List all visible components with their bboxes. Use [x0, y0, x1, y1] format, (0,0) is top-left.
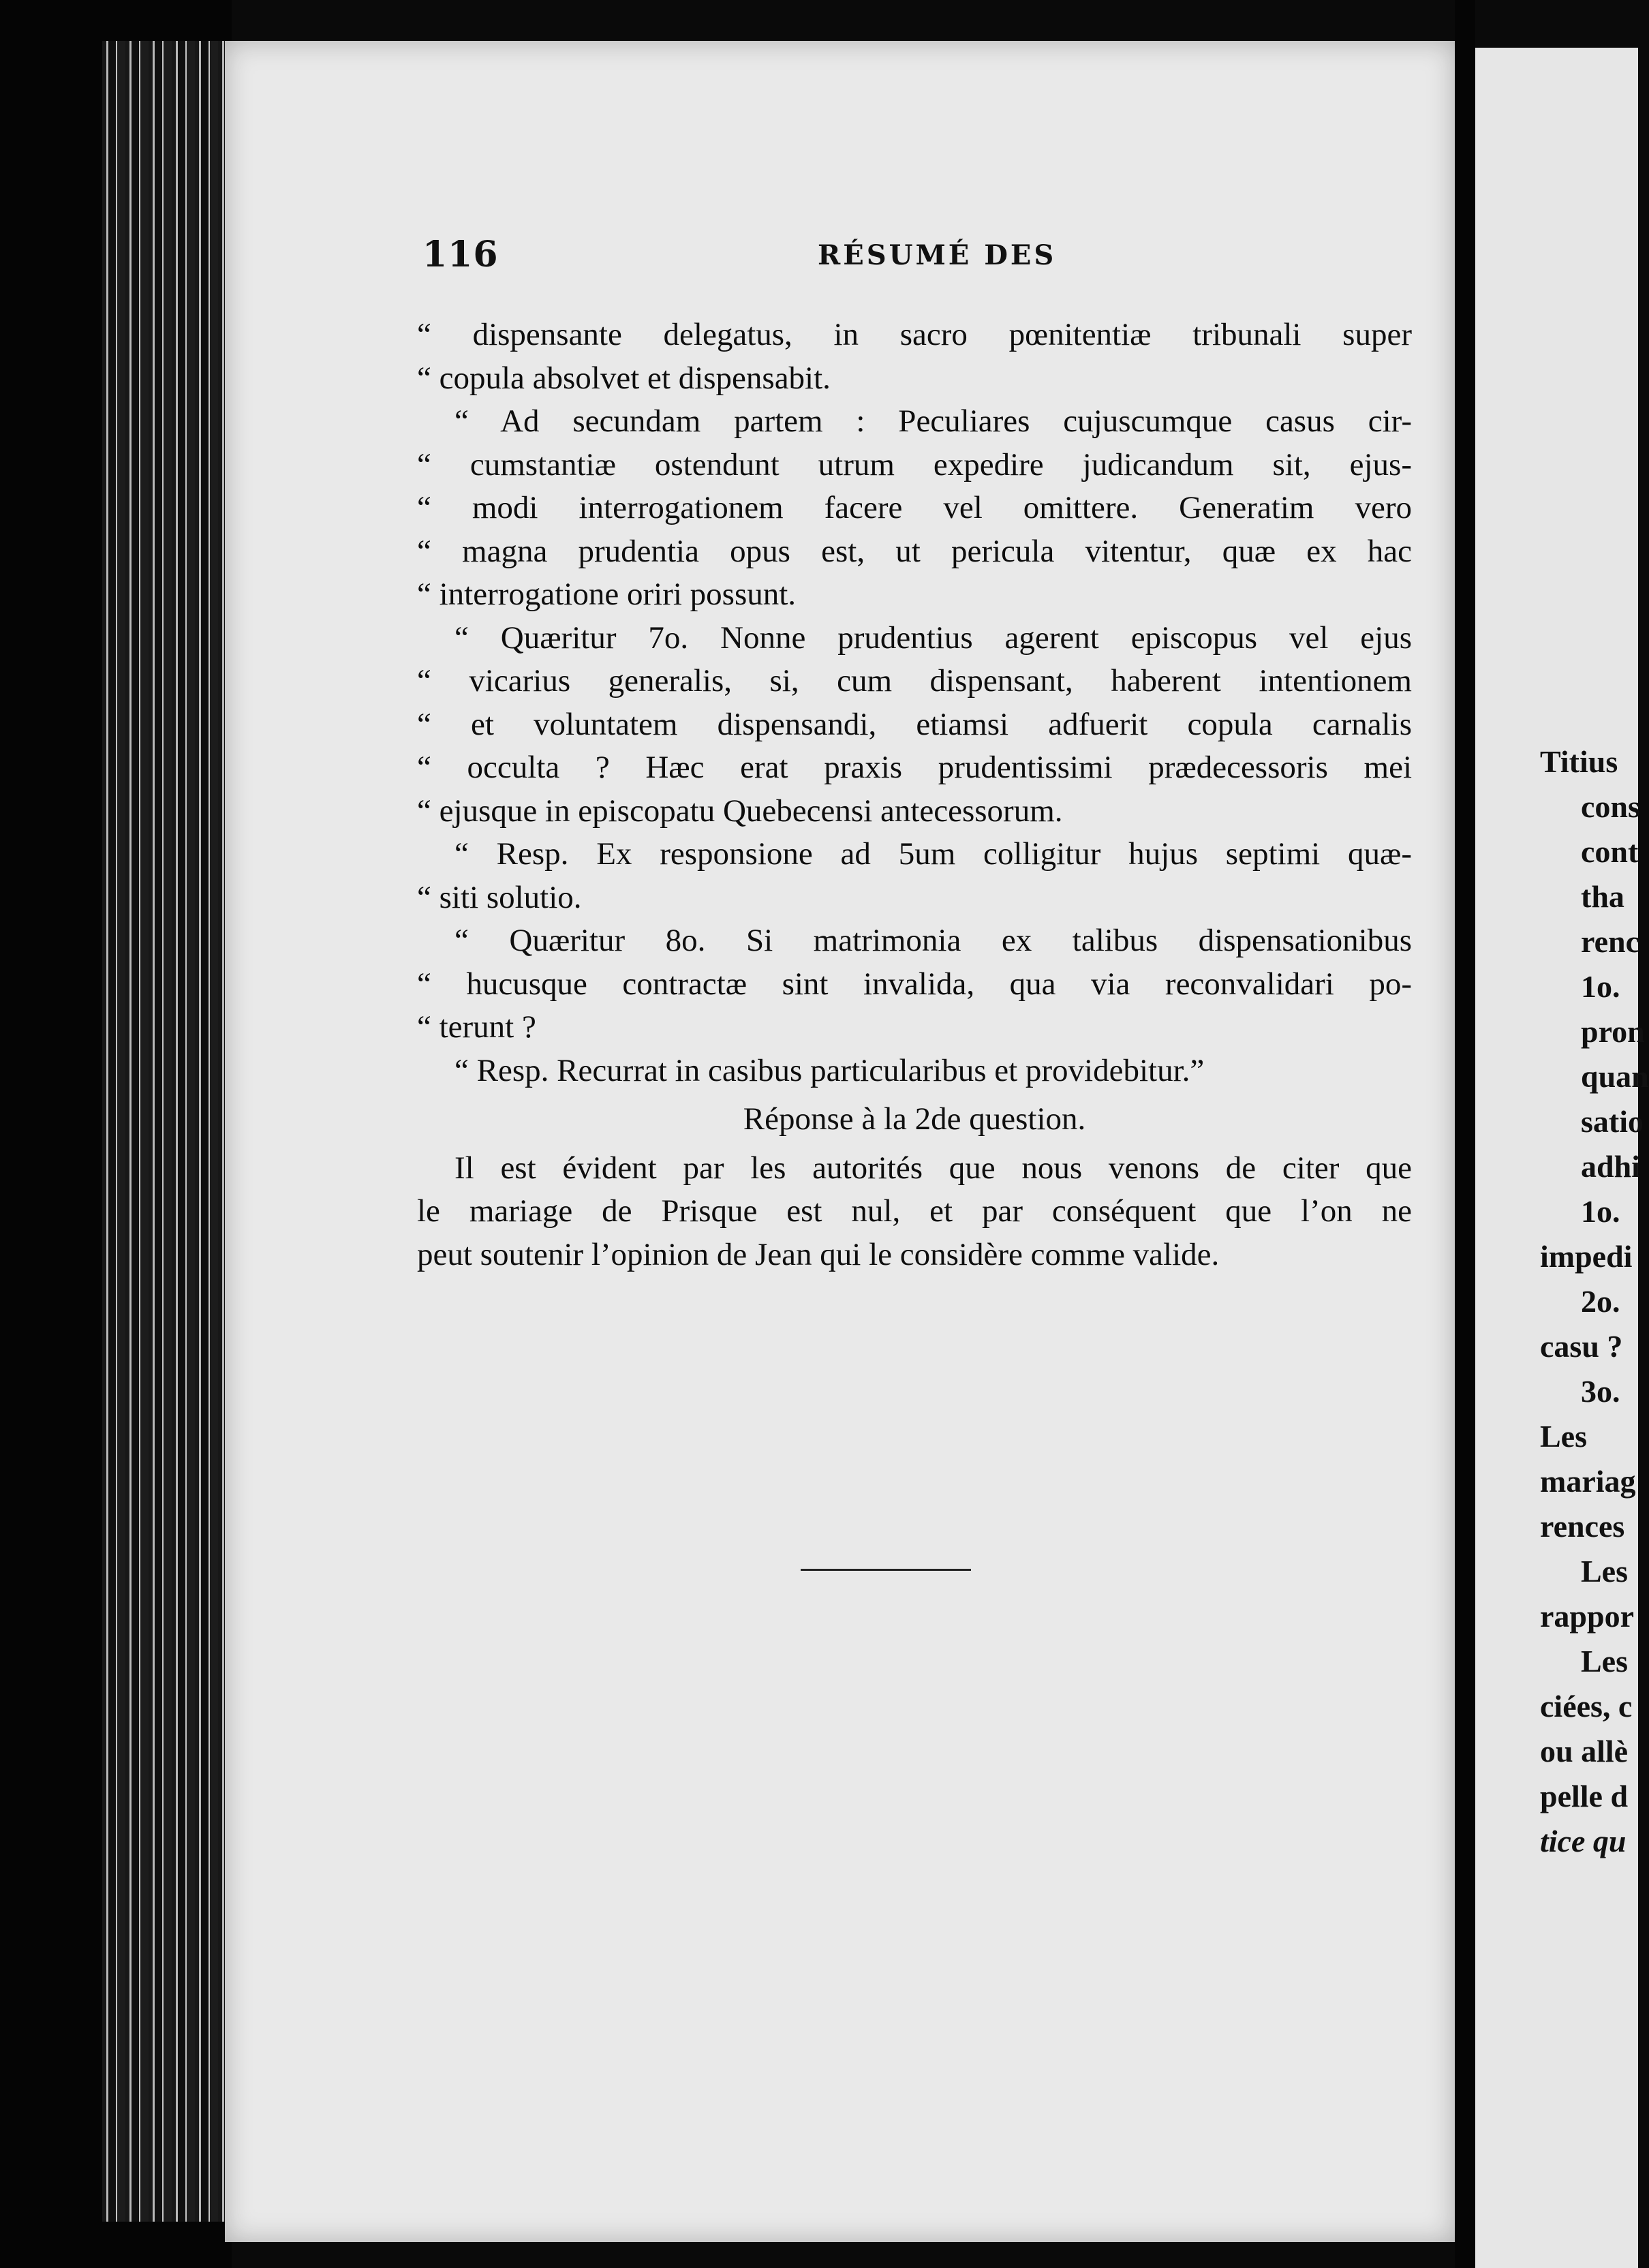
fragment: cont [1581, 834, 1639, 869]
fragment: 3o. [1581, 1374, 1620, 1409]
fragment: tice qu [1540, 1824, 1627, 1858]
fragment: impedi [1540, 1239, 1633, 1274]
fragment: Les [1581, 1644, 1628, 1679]
fragment: casu ? [1540, 1329, 1623, 1364]
fragment: pron [1581, 1014, 1645, 1049]
fragment: rences [1540, 1509, 1625, 1544]
text-line: “ interrogatione oriri possunt. [417, 577, 797, 612]
text-line: “ Quæritur 8o. Si matrimonia ex talibus dispensationibus [454, 923, 1412, 958]
fragment: quan [1581, 1059, 1649, 1094]
fragment: tha [1581, 879, 1624, 914]
fragment: 2o. [1581, 1284, 1620, 1319]
text-line: “ magna prudentia opus est, ut pericula vitentur, quæ ex hac [417, 533, 1412, 569]
fragment: pelle d [1540, 1779, 1629, 1813]
text-line: “ modi interrogationem facere vel omittere. Generatim vero [417, 490, 1412, 525]
fragment: 1o. [1581, 969, 1620, 1004]
text-line: le mariage de Prisque est nul, et par conséquent que l’on ne [417, 1193, 1412, 1229]
text-line: “ ejusque in episcopatu Quebecensi antecessorum. [417, 793, 1063, 829]
text-line: peut soutenir l’opinion de Jean qui le considère comme valide. [417, 1236, 1220, 1272]
fragment: satio [1581, 1104, 1644, 1139]
fragment: Les [1540, 1419, 1587, 1454]
page-header [422, 234, 1397, 275]
text-line: “ Ad secundam partem : Peculiares cujuscumque casus cir- [454, 403, 1412, 439]
page-number: 116 [422, 234, 499, 275]
page-edges [102, 41, 225, 2222]
fragment: cons [1581, 789, 1640, 824]
section-heading: Réponse à la 2de question. [743, 1101, 1086, 1137]
fragment: adhi [1581, 1149, 1640, 1184]
text-line: “ copula absolvet et dispensabit. [417, 360, 831, 396]
text-line: “ dispensante delegatus, in sacro pœnitentiæ tribunali super [417, 317, 1412, 352]
fragment: mariag [1540, 1464, 1636, 1499]
page-divider [1455, 0, 1475, 2268]
fragment: Les [1581, 1554, 1628, 1589]
text-line: Il est évident par les autorités que nous venons de citer que [454, 1150, 1412, 1186]
next-page-text [1540, 739, 1649, 1864]
fragment: ou allè [1540, 1734, 1629, 1768]
fragment: 1o. [1581, 1194, 1620, 1229]
section-rule [801, 1569, 971, 1571]
running-head: RÉSUMÉ DES [818, 239, 1057, 271]
fragment: renc [1581, 924, 1640, 959]
fragment: rappor [1540, 1599, 1634, 1634]
text-line: “ vicarius generalis, si, cum dispensant, haberent intentionem [417, 663, 1412, 699]
text-line: “ Resp. Ex responsione ad 5um colligitur hujus septimi quæ- [454, 836, 1412, 872]
text-line: “ hucusque contractæ sint invalida, qua via reconvalidari po- [417, 966, 1412, 1002]
text-line: “ cumstantiæ ostendunt utrum expedire judicandum sit, ejus- [417, 446, 1412, 482]
page-body [417, 313, 1412, 1276]
text-line: “ siti solutio. [417, 879, 582, 915]
text-line: “ Quæritur 7o. Nonne prudentius agerent episcopus vel ejus [454, 619, 1412, 656]
fragment: Titius [1540, 744, 1618, 779]
text-line: “ Resp. Recurrat in casibus particularibus et providebitur.” [454, 1052, 1205, 1088]
text-line: “ occulta ? Hæc erat praxis prudentissimi prædecessoris mei [417, 750, 1412, 785]
text-line: “ terunt ? [417, 1009, 536, 1045]
fragment: ciées, c [1540, 1689, 1633, 1723]
text-line: “ et voluntatem dispensandi, etiamsi adfuerit copula carnalis [417, 706, 1412, 742]
